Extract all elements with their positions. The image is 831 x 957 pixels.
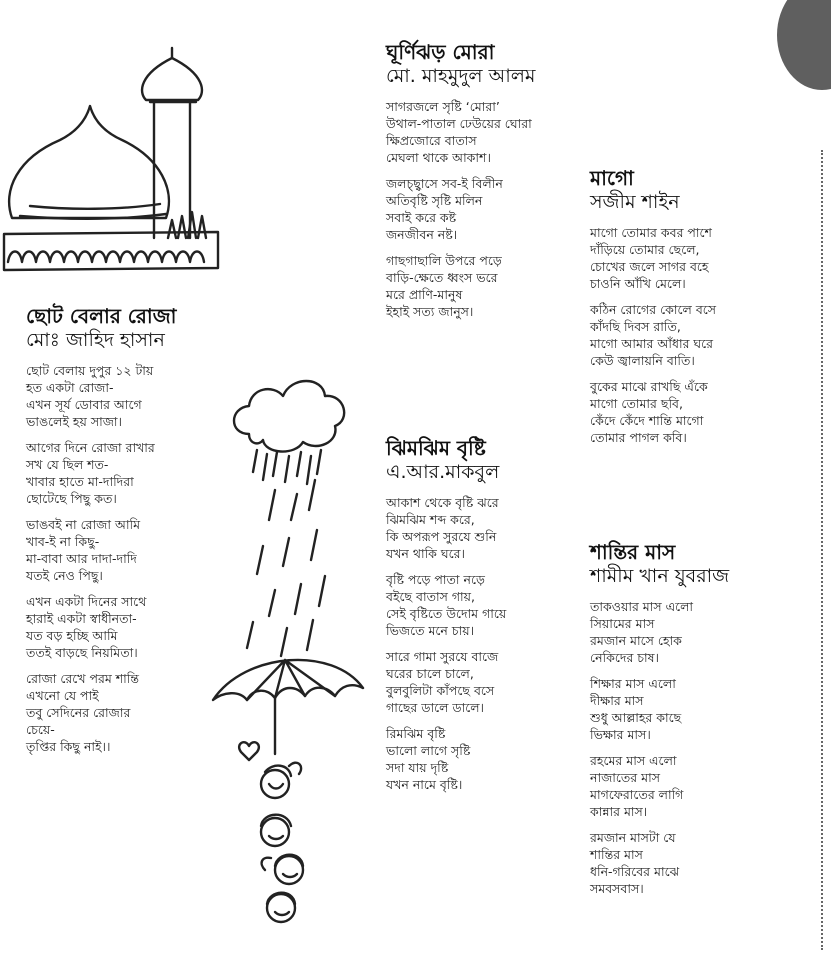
poem-line: এখন সূর্য ডোবার আগে [26, 397, 142, 412]
poem-stanza [590, 224, 716, 292]
poem-line: শুধু আল্লাহর কাছে [590, 710, 682, 725]
poem-line: নেকিদের চাষ। [590, 650, 660, 665]
poem-stanza [26, 362, 176, 430]
poem-title: শান্তির মাস [590, 540, 676, 564]
poem-line: জনজীবন নষ্ট। [386, 227, 458, 242]
poem-stanza [590, 598, 729, 666]
poem-line: নাজাতের মাস [590, 770, 660, 785]
poem-line: রোজা রেখে পরম শান্তি [26, 671, 139, 686]
poem-line: ততই বাড়ছে নিয়মিতা। [26, 645, 138, 660]
poem-stanza [386, 175, 536, 243]
poem-line: ভিক্ষার মাস। [590, 727, 651, 742]
poem-line: যতই নেও পিছু। [26, 568, 103, 583]
poem-stanza [590, 752, 729, 820]
page-divider [821, 150, 823, 950]
poem-line: কি অপরূপ সুরযে শুনি [386, 529, 497, 544]
poem-line: গাছগাছালি উপরে পড়ে [386, 253, 502, 268]
poem-stanza [386, 494, 506, 562]
poem-line: যখন নামে বৃষ্টি। [386, 777, 463, 792]
poem-line: মাগো আমার আঁধার ঘরে [590, 336, 714, 351]
poem-author: মোঃ জাহিদ হাসান [26, 329, 165, 351]
poem-line: সমবসবাস। [590, 881, 644, 896]
poem-line: সবাই করে কষ্ট [386, 210, 457, 225]
poem-line: যখন থাকি ঘরে। [386, 546, 465, 561]
poem-line: এখনো যে পাই [26, 688, 99, 703]
poem-line: কাঁদছি দিবস রাতি, [590, 319, 681, 334]
poem-stanza [590, 829, 729, 897]
poem-line: উথাল-পাতাল ঢেউয়ের ঘোরা [386, 116, 532, 131]
poem-line: আকাশ থেকে বৃষ্টি ঝরে [386, 495, 499, 510]
poem-line: বৃষ্টি পড়ে পাতা নড়ে [386, 572, 485, 587]
poem-author: সজীম শাইন [590, 191, 680, 213]
poem-line: সখ যে ছিল শত- [26, 457, 109, 472]
poem-line: রিমঝিম বৃষ্টি [386, 726, 446, 741]
poem-chhoto-belar-roja [26, 304, 176, 764]
poem-line: চেয়ে- [26, 722, 55, 737]
poem-line: বুলবুলিটা কাঁপছে বসে [386, 683, 495, 698]
poem-line: জলচ্ছ্বাসে সব-ই বিলীন [386, 176, 503, 191]
poem-shantir-mash [590, 540, 729, 906]
poem-stanza [26, 670, 176, 755]
poem-line: ভালো লাগে সৃষ্টি [386, 743, 471, 758]
poem-line: মাগফেরাতের লাগি [590, 787, 684, 802]
poem-line: মরে প্রাণি-মানুষ [386, 287, 463, 302]
poem-line: গাছের ডালে ডালে। [386, 700, 485, 715]
poem-stanza [26, 516, 176, 584]
poem-line: রহমের মাস এলো [590, 753, 677, 768]
poem-line: সাগরজলে সৃষ্টি ‘মোরা’ [386, 99, 500, 114]
poem-line: ছোটেছে পিছু কত। [26, 491, 117, 506]
poem-ghurnijhor-mora [386, 40, 536, 329]
poem-stanza [386, 98, 536, 166]
poem-line: ঝিমঝিম শব্দ করে, [386, 512, 475, 527]
poem-line: সিয়ামের মাস [590, 616, 655, 631]
poem-line: বুকের মাঝে রাখছি এঁকে [590, 379, 708, 394]
poem-stanza [386, 571, 506, 639]
poem-jhimjhim-brishti [386, 436, 506, 802]
poem-line: দীক্ষার মাস [590, 693, 644, 708]
poem-line: খাব-ই না কিছু- [26, 534, 100, 549]
poem-line: তৃপ্তির কিছু নাই।। [26, 739, 111, 754]
mosque-illustration [0, 40, 225, 275]
poem-line: চোখের জলে সাগর বহে [590, 259, 709, 274]
poem-line: ভিজতে মনে চায়। [386, 623, 475, 638]
poem-line: কঠিন রোগের কোলে বসে [590, 302, 717, 317]
poem-line: শিক্ষার মাস এলো [590, 676, 676, 691]
poem-stanza [590, 301, 716, 369]
poem-line: বাড়ি-ক্ষেতে ধ্বংস ভরে [386, 270, 498, 285]
poem-title: মাগো [590, 166, 634, 190]
poem-line: কেঁদে কেঁদে শান্তি মাগো [590, 413, 704, 428]
poem-stanza [386, 252, 536, 320]
poem-stanza [590, 378, 716, 446]
poem-line: হত একটা রোজা- [26, 380, 114, 395]
poem-line: আগের দিনে রোজা রাখার [26, 440, 155, 455]
poem-line: ঘরের চালে চালে, [386, 666, 474, 681]
poem-stanza [590, 675, 729, 743]
poem-line: চাওনি আঁখি মেলে। [590, 276, 686, 291]
poem-author: এ.আর.মাকবুল [386, 461, 500, 483]
poem-line: রমজান মাসটা যে [590, 830, 676, 845]
poem-title: ঘূর্ণিঝড় মোরা [386, 40, 495, 64]
poem-line: বইছে বাতাস গায়, [386, 589, 476, 604]
poem-line: সেই বৃষ্টিতে উদোম গায়ে [386, 606, 507, 621]
poem-line: সদা যায় দৃষ্টি [386, 760, 449, 775]
poem-line: তোমার পাগল কবি। [590, 430, 687, 445]
poem-line: তাকওয়ার মাস এলো [590, 599, 694, 614]
poem-line: দাঁড়িয়ে তোমার ছেলে, [590, 242, 700, 257]
poem-line: তবু সেদিনের রোজার [26, 705, 131, 720]
poem-title: ছোট বেলার রোজা [26, 304, 177, 328]
poem-line: রমজান মাসে হোক [590, 633, 682, 648]
poem-line: শান্তির মাস [590, 847, 643, 862]
poem-stanza [26, 439, 176, 507]
poem-line: ভাঙলেই হয় সাজা। [26, 414, 122, 429]
corner-badge [777, 0, 831, 90]
poem-title: ঝিমঝিম বৃষ্টি [386, 436, 486, 460]
poem-line: মা-বাবা আর দাদা-দাদি [26, 551, 137, 566]
rain-umbrella-illustration [205, 370, 375, 930]
poem-line: ভাঙবই না রোজা আমি [26, 517, 141, 532]
poem-line: এখন একটা দিনের সাথে [26, 594, 147, 609]
poem-line: মাগো তোমার ছবি, [590, 396, 683, 411]
poem-line: হারাই একটা স্বাধীনতা- [26, 611, 137, 626]
poem-line: সারে গামা সুরযে বাজে [386, 649, 499, 664]
poem-author: মো. মাহমুদুল আলম [386, 65, 536, 87]
poem-line: মাগো তোমার কবর পাশে [590, 225, 712, 240]
poem-line: যত বড় হচ্ছি আমি [26, 628, 118, 643]
poem-line: ধনি-গরিবের মাঝে [590, 864, 680, 879]
poem-stanza [26, 593, 176, 661]
poem-line: ইহাই সত্য জানুস। [386, 304, 474, 319]
poem-stanza [386, 648, 506, 716]
poem-line: খাবার হাতে মা-দাদিরা [26, 474, 134, 489]
poem-line: ক্ষিপ্রজোরে বাতাস [386, 133, 477, 148]
poem-line: কেউ জ্বালায়নি বাতি। [590, 353, 695, 368]
poem-line: ছোট বেলায় দুপুর ১২ টায় [26, 363, 154, 378]
poem-line: অতিবৃষ্টি সৃষ্টি মলিন [386, 193, 483, 208]
poem-line: কান্নার মাস। [590, 804, 648, 819]
poem-stanza [386, 725, 506, 793]
poem-line: মেঘলা থাকে আকাশ। [386, 150, 491, 165]
poem-mago [590, 166, 716, 455]
poem-author: শামীম খান যুবরাজ [590, 565, 730, 587]
